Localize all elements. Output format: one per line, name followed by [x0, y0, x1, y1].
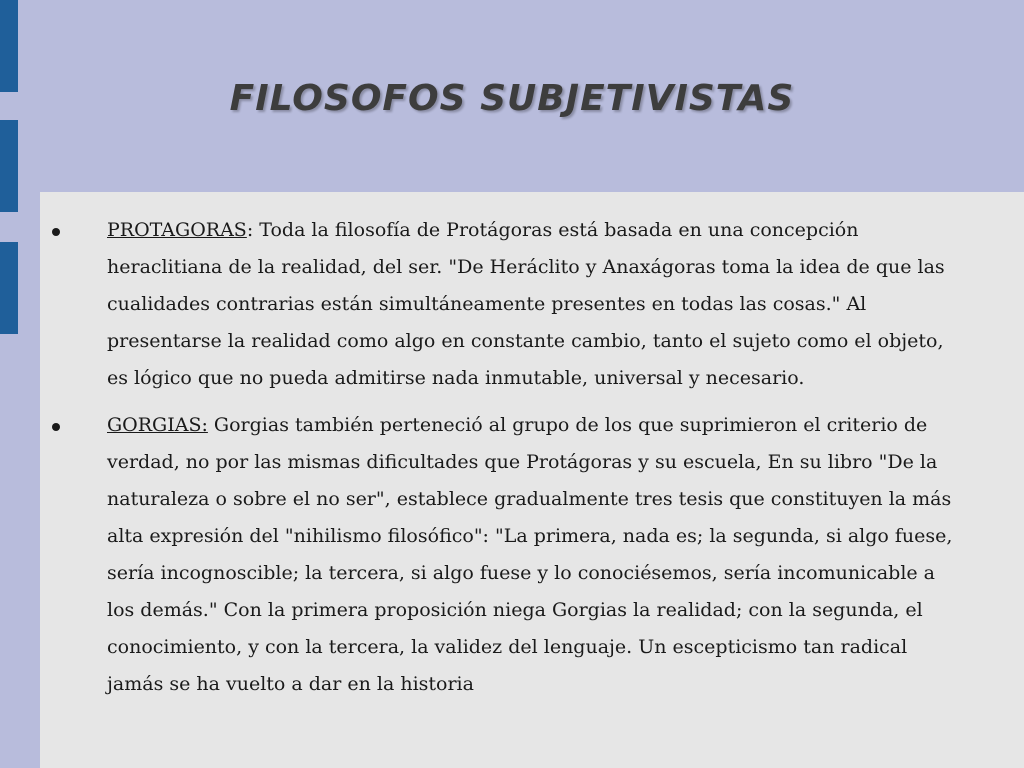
bullet-dot-icon [52, 228, 60, 236]
bullet-heading: PROTAGORAS [107, 219, 247, 241]
accent-bar-bottom [0, 242, 18, 334]
bullet-protagoras [40, 212, 968, 397]
bullet-list [40, 192, 1024, 703]
content-box [40, 192, 1024, 768]
bullet-dot-icon [52, 423, 60, 431]
accent-bar-middle [0, 120, 18, 212]
bullet-gorgias [40, 407, 968, 703]
slide-title: FILOSOFOS SUBJETIVISTAS [229, 78, 795, 119]
bullet-body: Gorgias también perteneció al grupo de los que suprimieron el criterio de verdad, no por las mismas dificultades que Protágoras y su escuela, En su libro "De la naturaleza o sobre el no ser", establece gradualmente tres tesis que constituyen la más alta expresión del "nihilismo filosófico": "La primera, nada es; la segunda, si algo fuese, sería incognoscible; la tercera, si algo fuese y lo conociésemos, sería incomunicable a los demás." Con la primera proposición niega Gorgias la realidad; con la segunda, el conocimiento, y con la tercera, la validez del lenguaje. Un escepticismo tan radical jamás se ha vuelto a dar en la historia [107, 414, 953, 695]
bullet-body: : Toda la filosofía de Protágoras está basada en una concepción heraclitiana de la realidad, del ser. "De Heráclito y Anaxágoras toma la idea de que las cualidades contrarias están simultáneamente presentes en todas las cosas." Al presentarse la realidad como algo en constante cambio, tanto el sujeto como el objeto, es lógico que no pueda admitirse nada inmutable, universal y necesario. [107, 219, 945, 389]
bullet-heading: GORGIAS: [107, 414, 208, 436]
